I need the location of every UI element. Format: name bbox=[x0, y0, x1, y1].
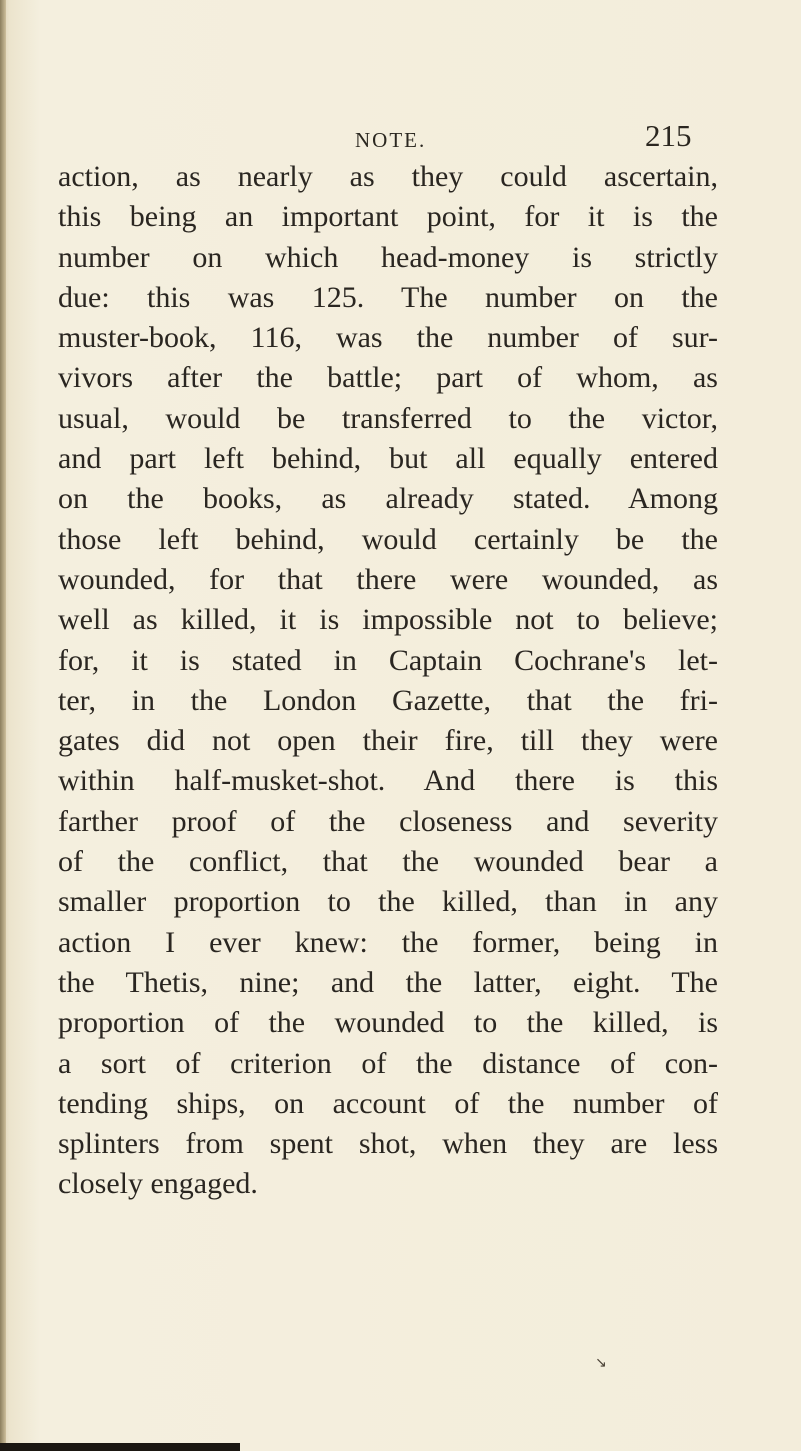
text-line: farther proof of the closeness and severity bbox=[58, 804, 718, 838]
stray-ink-mark: ↘ bbox=[595, 1355, 607, 1371]
text-line: smaller proportion to the killed, than in any bbox=[58, 885, 718, 919]
text-line: a sort of criterion of the distance of con- bbox=[58, 1046, 718, 1080]
text-line: this being an important point, for it is the bbox=[58, 200, 718, 234]
text-line: the Thetis, nine; and the latter, eight. The bbox=[58, 965, 718, 999]
spine-shadow bbox=[0, 0, 6, 1451]
text-line: on the books, as already stated. Among bbox=[58, 482, 718, 516]
text-line: closely engaged. bbox=[58, 1167, 258, 1201]
note-body bbox=[58, 157, 718, 1205]
text-line: wounded, for that there were wounded, as bbox=[58, 562, 718, 596]
text-line: due: this was 125. The number on the bbox=[58, 280, 718, 314]
page-bottom-edge bbox=[0, 1443, 240, 1451]
text-line: gates did not open their fire, till they were bbox=[58, 724, 718, 758]
text-line: usual, would be transferred to the victor, bbox=[58, 401, 718, 435]
text-line: vivors after the battle; part of whom, as bbox=[58, 361, 718, 395]
text-line: and part left behind, but all equally entered bbox=[58, 442, 718, 476]
page-number: 215 bbox=[645, 118, 692, 153]
text-line: action I ever knew: the former, being in bbox=[58, 925, 718, 959]
text-line: splinters from spent shot, when they are less bbox=[58, 1127, 718, 1161]
text-line: for, it is stated in Captain Cochrane's let- bbox=[58, 643, 718, 677]
text-line: number on which head-money is strictly bbox=[58, 240, 718, 274]
text-line: proportion of the wounded to the killed, is bbox=[58, 1006, 718, 1040]
text-line: of the conflict, that the wounded bear a bbox=[58, 845, 718, 879]
text-line: within half-musket-shot. And there is this bbox=[58, 764, 718, 798]
text-line: action, as nearly as they could ascertain, bbox=[58, 160, 718, 193]
text-line: well as killed, it is impossible not to believe; bbox=[58, 603, 718, 637]
running-head: NOTE. bbox=[355, 128, 427, 152]
text-line: muster-book, 116, was the number of sur- bbox=[58, 321, 718, 355]
text-line: tending ships, on account of the number of bbox=[58, 1086, 718, 1120]
text-line: ter, in the London Gazette, that the fri- bbox=[58, 683, 718, 717]
text-line: those left behind, would certainly be the bbox=[58, 522, 718, 556]
